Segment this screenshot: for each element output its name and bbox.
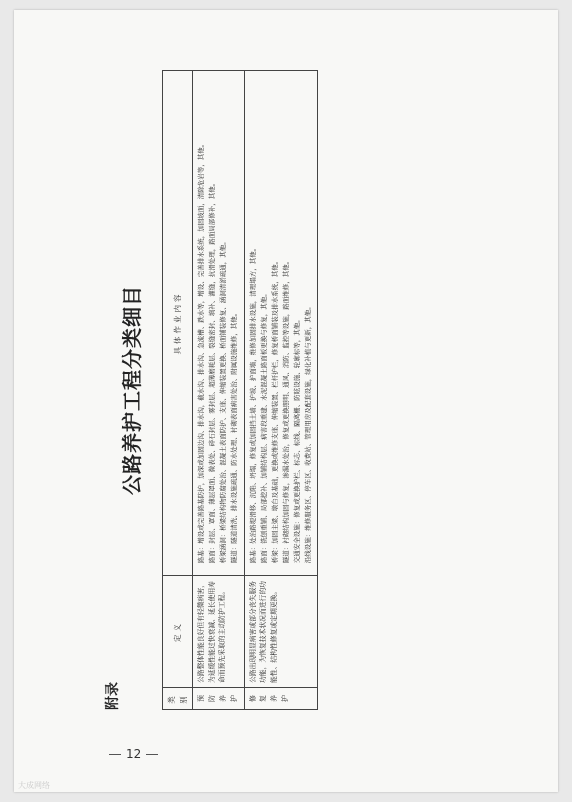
- watermark: 大成网络: [18, 781, 50, 790]
- table-row: [244, 71, 317, 710]
- appendix-label: 附录: [105, 682, 121, 710]
- definition-cell: 公路整体性能良好但有轻微病害，为延缓性能过快衰减、延长使用寿命而预先采取的主动防护工程。: [193, 576, 244, 688]
- work-item: 沿线设施：维修服务区、停车区、收费站、管理用房及配套设施，绿化补植与更新，其他。: [303, 303, 312, 564]
- definition-cell: 公路出现明显病害或部分丧失服务功能，为恢复技术状况而进行的功能性、结构性修复或定期更换。: [244, 576, 317, 688]
- page-number: 12: [104, 747, 163, 761]
- table-row: [193, 71, 244, 710]
- rotated-content: [102, 70, 472, 710]
- content-cell: [193, 71, 244, 576]
- work-item: 交通安全设施：修复或更换护栏、标志、标线、隔离栅、防眩设施、轮廓标等，其他。: [292, 316, 301, 564]
- work-item: 桥梁涵洞：桥梁结构物防腐处治、混凝土表面防护、支座、伸缩装置更换、桥面铺装修复、涵洞清淤疏通，其他。: [219, 238, 228, 564]
- table-header-row: [163, 71, 193, 710]
- category-cell: 修复养护: [244, 688, 317, 710]
- header-category: 类别: [163, 688, 193, 710]
- work-item: 隧道：衬砌结构加固与修复，渗漏水处治，修复或更换照明、通风、消防、监控等设施，路面维修，其他。: [281, 257, 290, 564]
- document-page: [14, 10, 558, 792]
- header-content: 具体作业内容: [163, 71, 193, 576]
- work-item: 桥梁：加固主梁、墩台及基础，更换或维修支座、伸缩装置、栏杆护栏，修复桥面铺装及排水系统，其他。: [270, 257, 279, 564]
- page-title: 公路养护工程分类细目: [120, 285, 144, 495]
- work-item: 路面：铣刨重铺、局部挖补、加铺结构层、病害段重建、水泥混凝土路面板更换与修复，其他。: [259, 290, 268, 564]
- work-item: 路基：增设或完善路基防护，加深或加固边沟、排水沟，截水沟、排水沟、急流槽、跌水等，增设、完善排水系统，加固坡面，清除危岩等，其他。: [197, 140, 206, 564]
- work-item: 路基：处治路堤滑移、沉陷、坍塌，修复或加固挡土墙、护坡、护面墙，维修加固排水设施，清理塌方，其他。: [248, 244, 257, 564]
- work-item: 隧道：隧道清洗、排水设施疏通、防水处理、衬砌表面病害处治、附属设施维修，其他。: [230, 309, 239, 564]
- work-item: 路面：封层、罩面、薄层罩面、微表处、碎石封层、雾封层、超薄磨耗层、裂缝密封、填补、灌缝，抗滑处理，路面局部修补，其他。: [208, 179, 217, 564]
- header-definition: 定义: [163, 576, 193, 688]
- category-cell: 预防养护: [193, 688, 244, 710]
- content-cell: [244, 71, 317, 576]
- maintenance-catalog-table: [162, 70, 318, 710]
